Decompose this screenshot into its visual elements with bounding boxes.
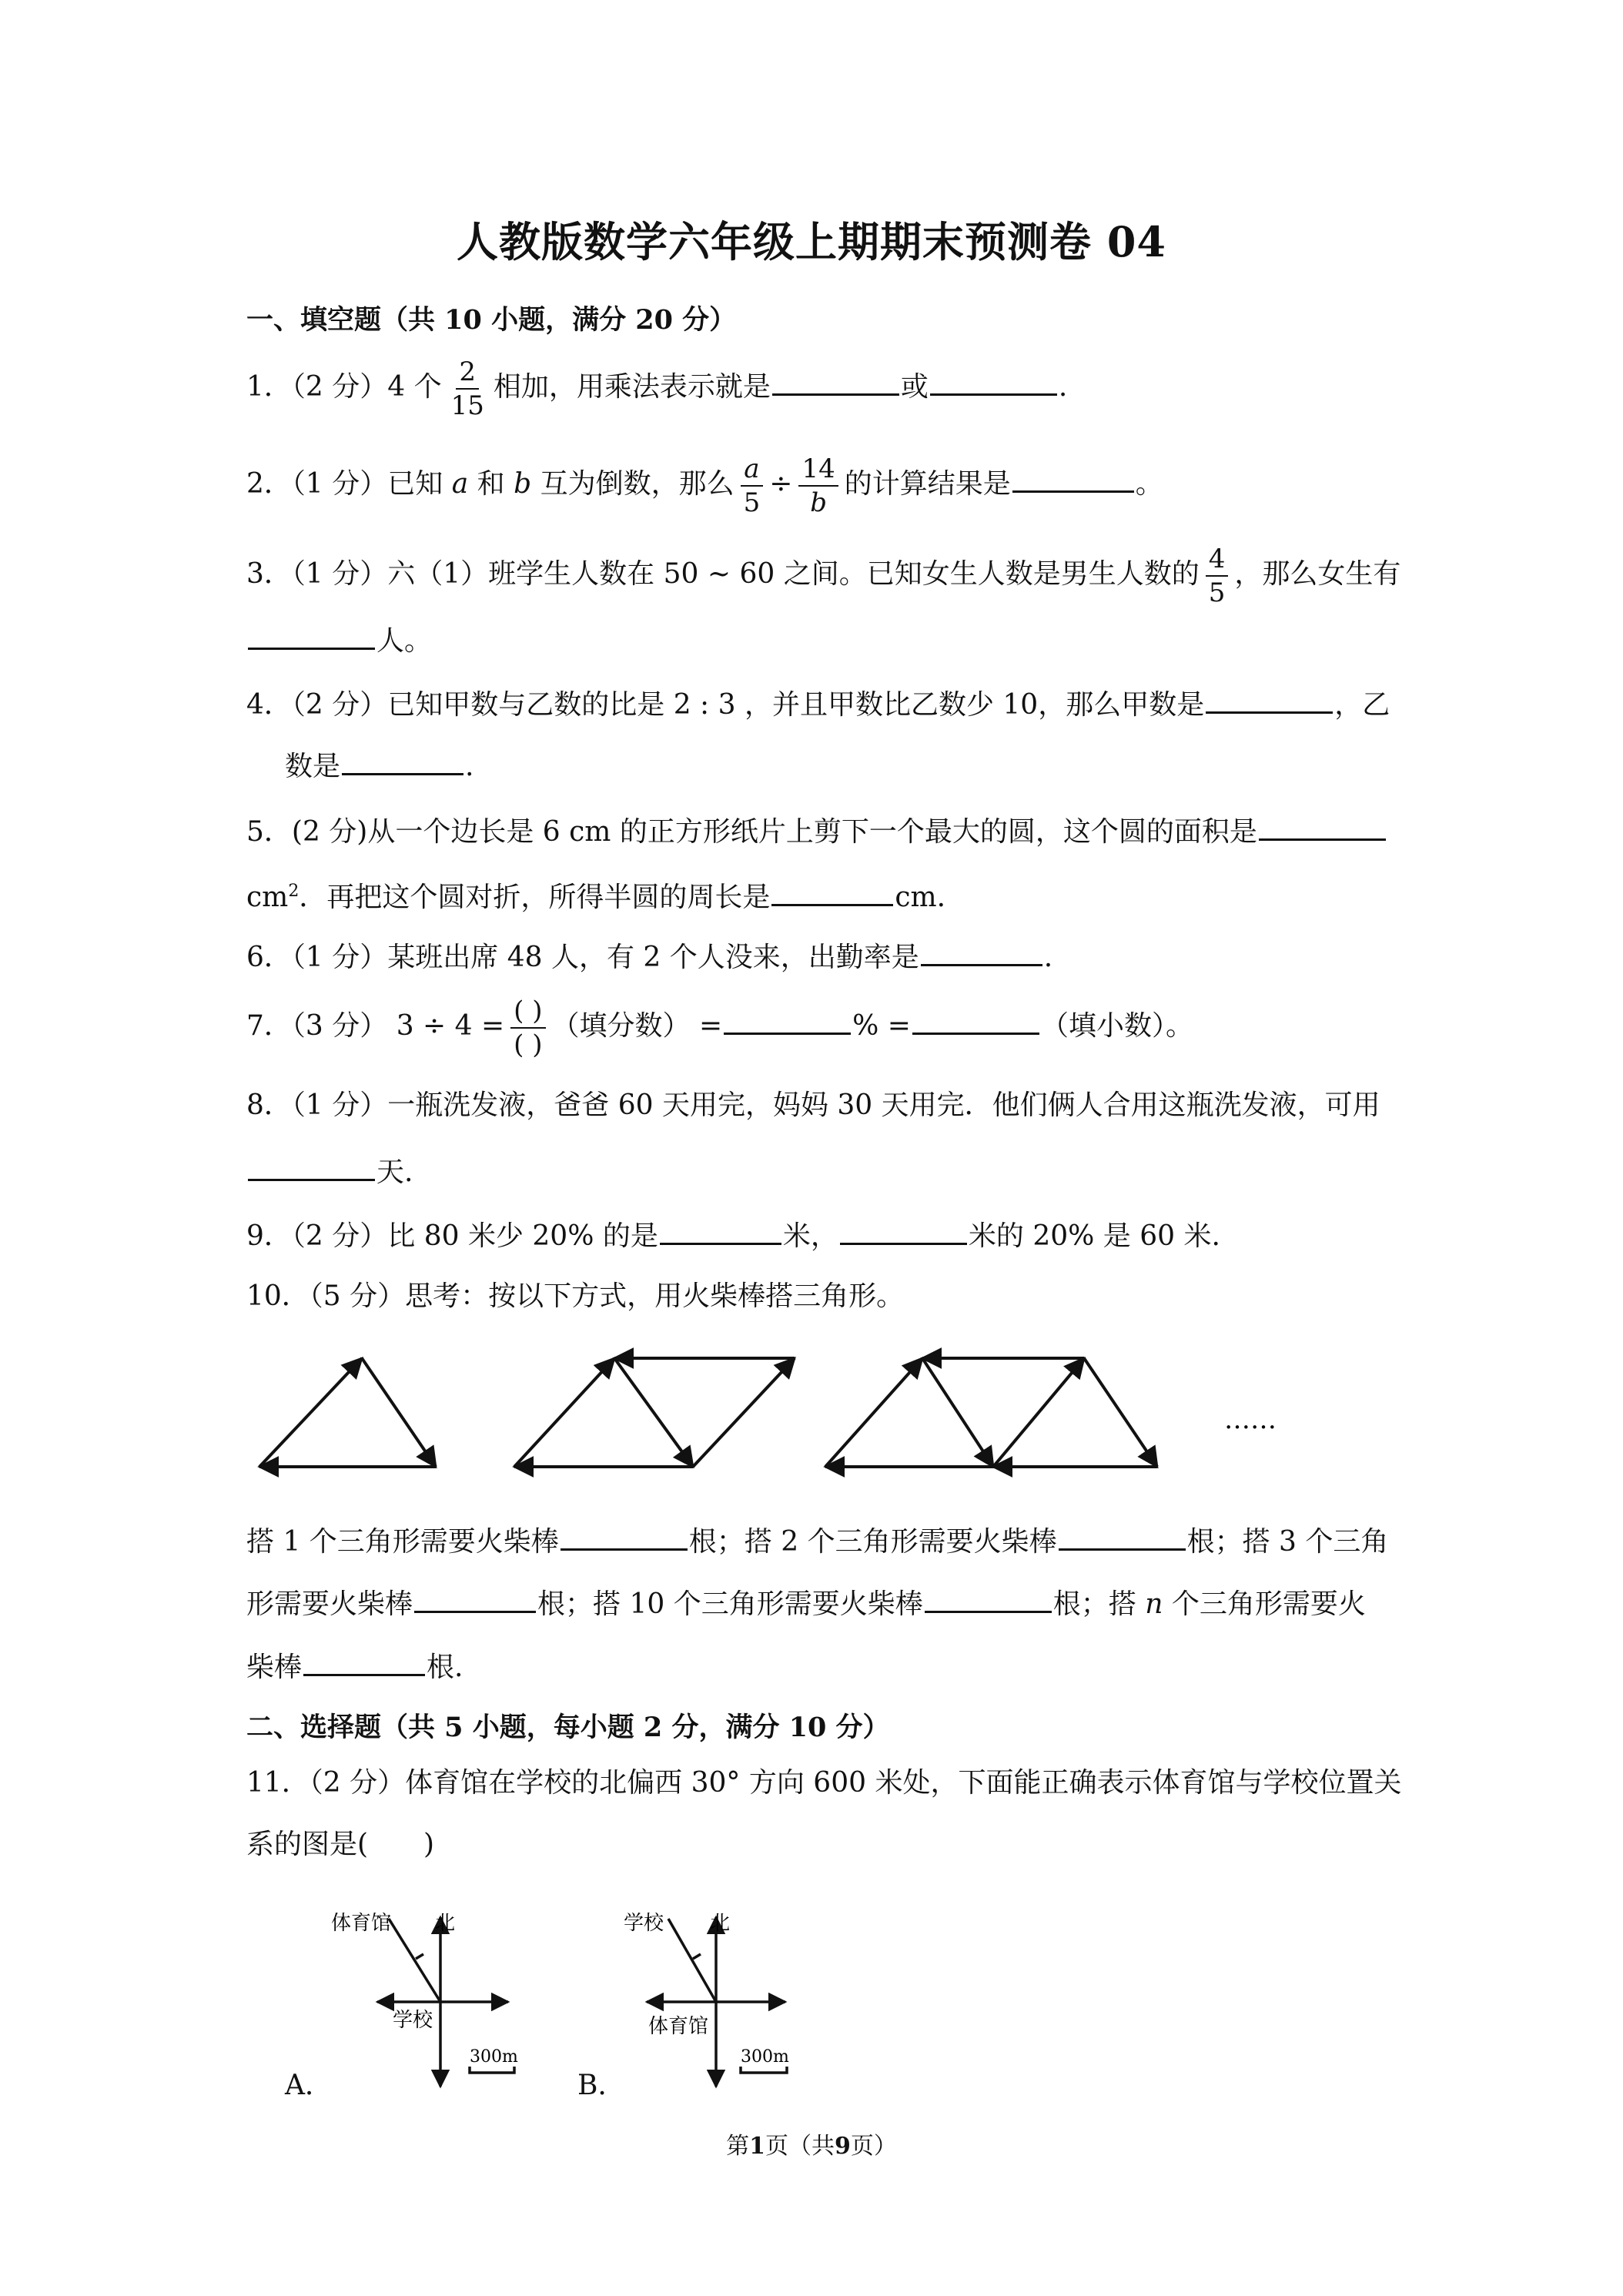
question-8-line2: 天.	[246, 1151, 413, 1191]
answer-blank[interactable]	[930, 366, 1057, 396]
answer-blank[interactable]	[248, 1151, 375, 1181]
section-fill-in-title: 一、填空题（共 10 小题，满分 20 分）	[246, 304, 737, 336]
three-triangles	[825, 1358, 1157, 1467]
question-10-line1: 搭 1 个三角形需要火柴棒 根；搭 2 个三角形需要火柴棒 根；搭 3 个三角	[246, 1521, 1388, 1561]
page-title: 人教版数学六年级上期期末预测卷 04	[457, 217, 1166, 266]
label-school: 学校	[393, 2009, 433, 2032]
ellipsis: ……	[1224, 1404, 1277, 1435]
question-2: 2．（1 分）已知 a 和 b 互为倒数，那么 $\frac{a}{5}$ ÷ $\frac{14}{b}$ 的计算结果是 。	[246, 454, 1163, 518]
option-a-label[interactable]: A．	[285, 2070, 333, 2101]
question-10-line2: 形需要火柴棒 根；搭 10 个三角形需要火柴棒 根；搭 n 个三角形需要火	[246, 1583, 1366, 1623]
one-triangle	[259, 1358, 436, 1467]
option-b-label[interactable]: B．	[577, 2070, 626, 2101]
answer-blank[interactable]	[925, 1583, 1052, 1613]
label-stadium: 体育馆	[648, 2015, 709, 2038]
question-8: 8．（1 分）一瓶洗发液，爸爸 60 天用完，妈妈 30 天用完．他们俩人合用这瓶洗发液，可用	[246, 1089, 1380, 1121]
answer-blank[interactable]	[772, 366, 899, 396]
matchstick-triangles-figure	[0, 1324, 1623, 1494]
label-north: 北	[710, 1912, 731, 1935]
question-3: 3．（1 分）六（1）班学生人数在 50 ~ 60 之间。已知女生人数是男生人数的 $\frac{4}{5}$ ，那么女生有	[246, 544, 1401, 608]
answer-blank[interactable]	[1259, 811, 1386, 841]
answer-blank[interactable]	[248, 620, 375, 650]
answer-blank[interactable]	[912, 1005, 1039, 1035]
question-4-line2: 数是 .	[285, 745, 474, 785]
question-4: 4．（2 分）已知甲数与乙数的比是 2 : 3 ，并且甲数比乙数少 10，那么甲数是 ，乙	[246, 684, 1390, 724]
answer-blank[interactable]	[1059, 1521, 1186, 1551]
question-5-line2: $cm^2$．再把这个圆对折，所得半圆的周长是 cm.	[246, 873, 945, 916]
answer-blank[interactable]	[921, 936, 1042, 966]
option-b-diagram[interactable]	[616, 1902, 862, 2102]
section-choice-title: 二、选择题（共 5 小题，每小题 2 分，满分 10 分）	[246, 1712, 890, 1743]
question-5: 5．(2 分)从一个边长是 6 cm 的正方形纸片上剪下一个最大的圆，这个圆的面积是	[246, 811, 1387, 851]
label-stadium: 体育馆	[331, 1912, 392, 1935]
question-3-line2: 人。	[246, 620, 432, 660]
question-9: 9．（2 分）比 80 米少 20% 的是 米， 米的 20% 是 60 米.	[246, 1215, 1220, 1255]
question-10-line3: 柴棒 根.	[246, 1646, 463, 1686]
two-triangles	[514, 1358, 795, 1467]
answer-blank[interactable]	[660, 1215, 781, 1245]
total-pages: 9	[835, 2133, 851, 2160]
answer-blank[interactable]	[414, 1583, 536, 1613]
answer-blank[interactable]	[303, 1646, 425, 1676]
answer-blank[interactable]	[724, 1005, 851, 1035]
page-footer: 第1页（共9页）	[726, 2133, 897, 2160]
option-a-diagram[interactable]	[323, 1902, 570, 2102]
question-11: 11．（2 分）体育馆在学校的北偏西 30° 方向 600 米处，下面能正确表示体育馆与学校位置关	[246, 1767, 1402, 1799]
question-6: 6．（1 分）某班出席 48 人，有 2 个人没来，出勤率是 .	[246, 936, 1052, 976]
answer-blank[interactable]	[771, 876, 893, 906]
answer-blank[interactable]	[561, 1521, 688, 1551]
answer-blank[interactable]	[840, 1215, 967, 1245]
question-7: 7．（3 分） 3 ÷ 4 = $\frac{( )}{( )}$ （填分数） = % = （填小数）。	[246, 996, 1193, 1060]
page-number: 1	[749, 2133, 765, 2160]
answer-blank[interactable]	[1206, 684, 1333, 714]
label-school: 学校	[624, 1912, 664, 1935]
question-1: 1．（2 分）4 个 $\frac{2}{15}$ 相加，用乘法表示就是 或 .	[246, 356, 1068, 421]
scale-label: 300m	[470, 2047, 518, 2067]
label-north: 北	[435, 1912, 456, 1935]
fraction: $\frac{2}{15}$	[450, 356, 484, 421]
question-10: 10．（5 分）思考：按以下方式，用火柴棒搭三角形。	[246, 1280, 905, 1312]
answer-blank[interactable]	[1012, 463, 1134, 493]
answer-blank[interactable]	[342, 745, 463, 775]
question-11-line2: 系的图是( )	[246, 1829, 435, 1860]
scale-label: 300m	[741, 2047, 789, 2067]
